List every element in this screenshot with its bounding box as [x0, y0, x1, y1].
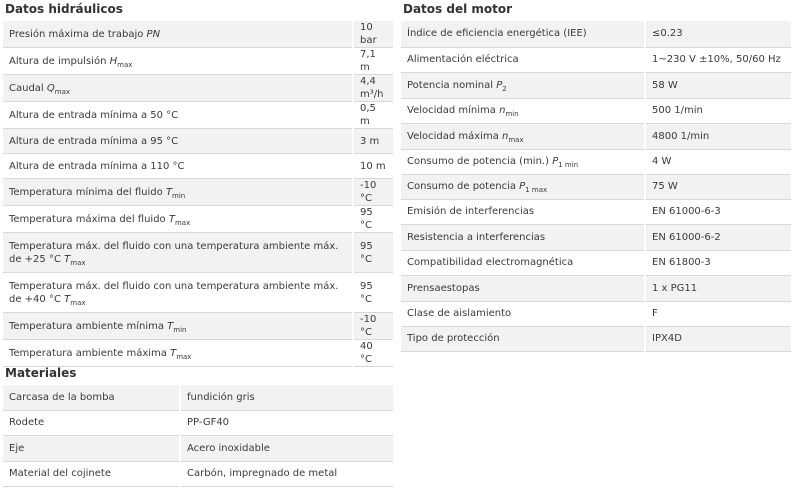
row-value: 95 °C	[353, 206, 393, 233]
row-label-text: Temperatura ambiente mínima	[9, 320, 164, 332]
row-value: PP-GF40	[180, 410, 393, 435]
symbol: T	[170, 347, 177, 359]
symbol: P	[496, 79, 503, 91]
symbol-subscript: max	[70, 298, 86, 307]
row-label-text: Material del cojinete	[9, 468, 111, 479]
symbol: Q	[46, 82, 55, 94]
row-label-text: Consumo de potencia	[407, 181, 516, 192]
table-row	[401, 123, 791, 149]
row-label-text: Altura de entrada mínima a 50 °C	[9, 109, 179, 121]
row-value: 1~230 V ±10%, 50/60 Hz	[645, 47, 791, 72]
row-value: 58 W	[645, 72, 791, 98]
symbol-subscript: 2	[502, 84, 507, 93]
row-label	[401, 199, 645, 224]
row-value: EN 61800-3	[645, 250, 791, 275]
row-label-text: Temperatura máx. del fluido con una temperatura ambiente máx. de +25 °C	[9, 240, 339, 265]
row-value: 3 m	[353, 129, 393, 154]
symbol-subscript: 1 max	[525, 186, 548, 194]
table-row	[3, 21, 393, 48]
row-label	[3, 340, 353, 367]
table-row	[3, 102, 393, 129]
row-value: EN 61000-6-2	[645, 224, 791, 250]
symbol-subscript: max	[174, 218, 191, 227]
symbol-subscript: min	[505, 110, 519, 118]
row-label-text: Carcasa de la bomba	[9, 391, 115, 403]
table-row	[401, 174, 791, 199]
table-row	[401, 301, 791, 326]
row-label	[401, 123, 645, 149]
row-label	[3, 206, 353, 233]
row-label	[3, 385, 180, 410]
table-row	[3, 206, 393, 233]
row-label-text: Altura de entrada mínima a 110 °C	[9, 160, 185, 172]
table-row	[401, 149, 791, 174]
table-row	[3, 410, 393, 435]
row-value: -10 °C	[353, 179, 393, 206]
row-label-text: Temperatura máxima del fluido	[9, 213, 166, 225]
row-label	[401, 326, 645, 351]
materials-table	[3, 385, 393, 487]
table-row	[401, 250, 791, 275]
row-label	[401, 174, 645, 199]
row-label-text: Alimentación eléctrica	[407, 54, 519, 65]
row-label	[3, 461, 180, 486]
row-value: 40 °C	[353, 340, 393, 367]
row-label-text: Consumo de potencia (min.)	[407, 156, 550, 167]
symbol: T	[165, 186, 173, 198]
row-value: 4 W	[645, 149, 791, 174]
symbol-subscript: min	[173, 325, 187, 334]
hydraulic-data-heading: Datos hidráulicos	[5, 2, 123, 16]
symbol-subscript: max	[508, 135, 524, 144]
row-label-text: Eje	[9, 442, 25, 454]
symbol-subscript: max	[70, 258, 86, 267]
row-label	[401, 301, 645, 326]
row-label-text: Presión máxima de trabajo	[9, 28, 144, 40]
row-label-text: Caudal	[9, 82, 44, 94]
table-row	[401, 98, 791, 123]
row-label	[3, 154, 353, 179]
row-value: 95 °C	[353, 233, 393, 273]
symbol: H	[109, 55, 118, 67]
row-label	[3, 21, 353, 48]
motor-data-table	[401, 21, 791, 352]
table-row	[401, 326, 791, 351]
hydraulic-data-table	[3, 21, 393, 367]
motor-data-heading: Datos del motor	[403, 2, 513, 16]
row-label-text: Rodete	[9, 417, 45, 428]
symbol: T	[168, 213, 175, 225]
table-row	[3, 233, 393, 273]
row-label-text: Tipo de protección	[407, 333, 500, 344]
symbol-subscript: max	[117, 60, 133, 69]
table-row	[401, 21, 791, 47]
row-label-text: Emisión de interferencias	[407, 206, 535, 217]
row-value: 500 1/min	[645, 98, 791, 123]
row-label-text: Temperatura ambiente máxima	[9, 347, 167, 359]
row-value: 10 m	[353, 154, 393, 179]
symbol: T	[167, 320, 174, 332]
row-label-text: Potencia nominal	[407, 79, 494, 91]
symbol: T	[64, 293, 71, 305]
symbol: P	[552, 156, 559, 167]
row-label	[401, 250, 645, 275]
table-row	[401, 224, 791, 250]
row-label-text: Temperatura mínima del fluido	[9, 186, 163, 198]
table-row	[3, 75, 393, 102]
row-label	[3, 233, 353, 273]
row-value: 7,1 m	[353, 48, 393, 75]
row-label-text: Altura de entrada mínima a 95 °C	[9, 135, 179, 147]
symbol: PN	[146, 28, 161, 40]
row-label-text: Compatibilidad electromagnética	[407, 257, 574, 268]
row-label	[401, 224, 645, 250]
row-value: EN 61000-6-3	[645, 199, 791, 224]
row-label	[3, 410, 180, 435]
table-row	[401, 199, 791, 224]
row-label-text: Resistencia a interferencias	[407, 231, 546, 243]
row-value: 4800 1/min	[645, 123, 791, 149]
row-value: Carbón, impregnado de metal	[180, 461, 393, 486]
row-label	[401, 149, 645, 174]
table-row	[3, 48, 393, 75]
row-value: 75 W	[645, 174, 791, 199]
row-label-text: Altura de impulsión	[9, 55, 107, 67]
table-row	[3, 385, 393, 410]
row-label	[401, 275, 645, 301]
row-label	[401, 21, 645, 47]
row-label-text: Velocidad máxima	[407, 130, 499, 142]
row-label-text: Clase de aislamiento	[407, 308, 512, 319]
row-value: F	[645, 301, 791, 326]
row-label-text: Temperatura máx. del fluido con una temperatura ambiente máx. de +40 °C	[9, 280, 339, 305]
table-row	[3, 273, 393, 313]
row-label	[401, 98, 645, 123]
table-row	[3, 461, 393, 486]
row-label-text: Velocidad mínima	[407, 105, 496, 116]
row-label	[3, 273, 353, 313]
symbol: T	[64, 253, 71, 265]
row-label	[3, 102, 353, 129]
symbol-subscript: min	[172, 191, 186, 200]
symbol: P	[519, 181, 526, 192]
row-label	[3, 48, 353, 75]
row-value: fundición gris	[180, 385, 393, 410]
row-value: 4,4 m³/h	[353, 75, 393, 102]
symbol-subscript: max	[176, 352, 192, 361]
row-value: 0,5 m	[353, 102, 393, 129]
row-label-text: Índice de eficiencia energética (IEE)	[407, 28, 587, 40]
row-label	[401, 47, 645, 72]
row-label-text: Prensaestopas	[407, 282, 480, 294]
table-row	[401, 72, 791, 98]
symbol-subscript: max	[54, 87, 71, 96]
table-row	[3, 313, 393, 340]
table-row	[3, 179, 393, 206]
table-row	[3, 340, 393, 367]
materials-heading: Materiales	[5, 366, 77, 380]
table-row	[3, 154, 393, 179]
row-value: 95 °C	[353, 273, 393, 313]
row-value: ≤0.23	[645, 21, 791, 47]
row-value: -10 °C	[353, 313, 393, 340]
table-row	[3, 129, 393, 154]
table-row	[401, 275, 791, 301]
row-value: IPX4D	[645, 326, 791, 351]
symbol: n	[502, 130, 509, 142]
table-row	[401, 47, 791, 72]
row-label	[3, 129, 353, 154]
symbol: n	[499, 105, 506, 116]
row-label	[3, 313, 353, 340]
row-label	[3, 435, 180, 461]
symbol-subscript: 1 min	[558, 161, 579, 169]
row-label	[3, 75, 353, 102]
row-value: 10 bar	[353, 21, 393, 48]
row-label	[3, 179, 353, 206]
row-label	[401, 72, 645, 98]
table-row	[3, 435, 393, 461]
row-value: Acero inoxidable	[180, 435, 393, 461]
row-value: 1 x PG11	[645, 275, 791, 301]
